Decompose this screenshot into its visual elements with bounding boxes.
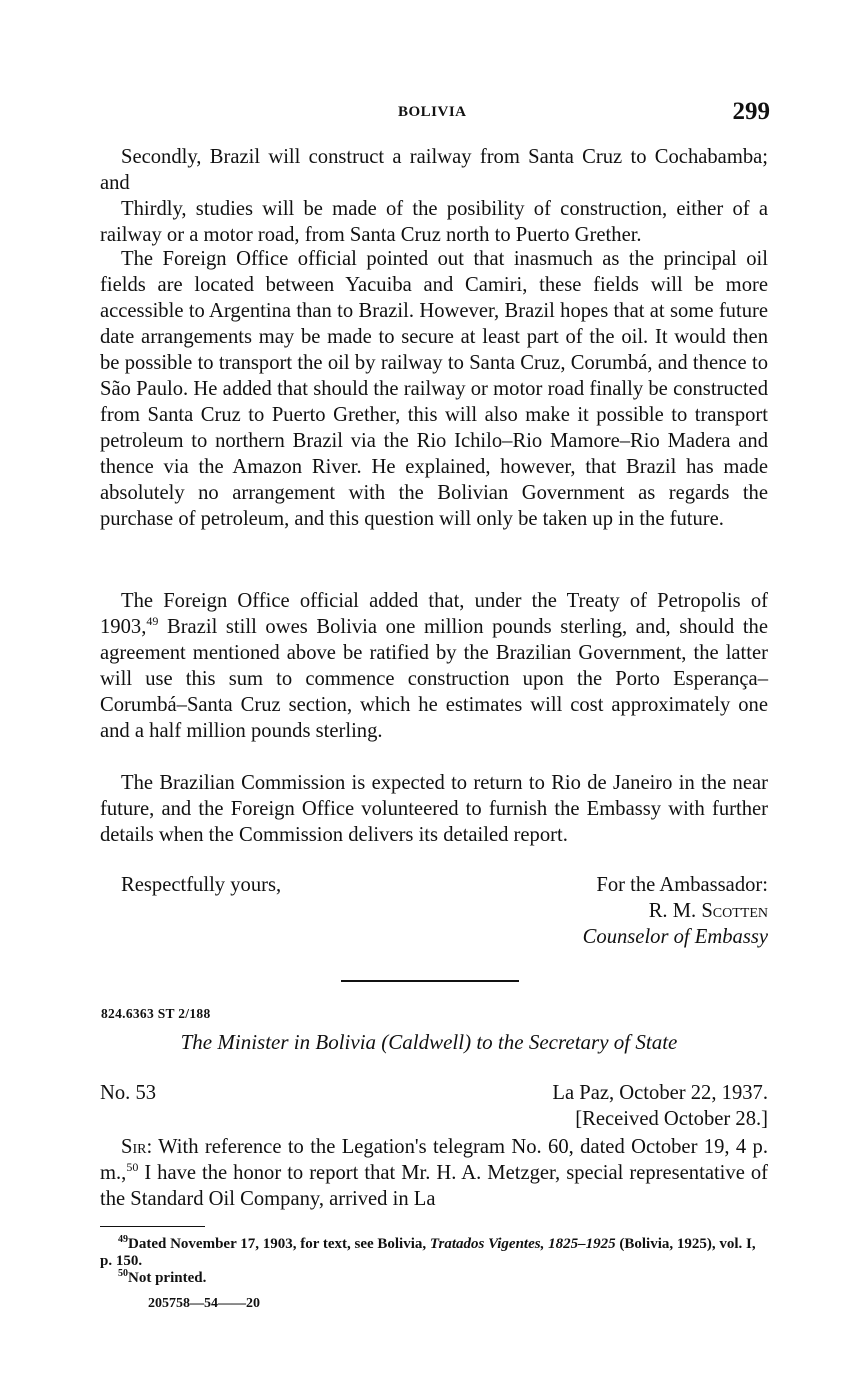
closing: Respectfully yours,: [121, 874, 282, 896]
footnote-cited-title: Tratados Vigentes, 1825–1925: [429, 1236, 616, 1252]
paragraph-commission: [100, 770, 768, 848]
footnote-marker: 49: [118, 1234, 128, 1245]
salutation: Sir:: [121, 1136, 153, 1158]
paragraph-text: [100, 1134, 768, 1212]
paragraph-secondly: Secondly, Brazil will construct a railway from Santa Cruz to Cochabamba; and: [100, 146, 768, 194]
file-number: 824.6363 ST 2/188: [101, 1006, 211, 1021]
paragraph-thirdly: Thirdly, studies will be made of the posibility of construction, either of a railway or a motor road, from Santa Cruz north to Puerto Grether.: [100, 198, 768, 246]
footnote-rule: [100, 1226, 205, 1227]
footnote-reference-49: 49: [146, 614, 159, 629]
place-date-block: [552, 1080, 768, 1132]
page-number: 299: [732, 98, 770, 125]
footnotes: [100, 1236, 768, 1287]
paragraph-oil-fields: [100, 246, 768, 532]
printer-signature-mark: 205758—54——20: [148, 1296, 260, 1311]
document-number: No. 53: [100, 1082, 157, 1104]
footnote-marker: 50: [118, 1268, 128, 1279]
paragraph-text-part: Brazil still owes Bolivia one million pounds sterling, and, should the agreement mentioned above be ratified by the Brazilian Government, the latter will use this sum to commence construction upon the Porto Esperança–Corumbá–Santa Cruz section, which he estimates will cost approximately one and a half million pounds sterling.: [100, 616, 768, 742]
document-heading: The Minister in Bolivia (Caldwell) to the Secretary of State: [180, 1030, 678, 1054]
paragraph-text-part: I have the honor to report that Mr. H. A. Metzger, special representative of the Standard Oil Company, arrived in La: [100, 1162, 768, 1210]
footnote-reference-50: 50: [126, 1160, 139, 1175]
section-divider: [341, 980, 519, 982]
paragraph-letter-opening: [100, 1134, 768, 1212]
received-date: [Received October 28.]: [575, 1108, 768, 1130]
running-title: BOLIVIA: [398, 104, 467, 120]
footnote-49: [100, 1236, 768, 1270]
footnote-50: [100, 1270, 768, 1287]
footnote-text: (Bolivia, 1925), vol. I, p. 150.: [100, 1236, 756, 1269]
paragraph-text-part: With reference to the Legation's telegram No. 60, dated October 19, 4 p. m.,: [100, 1136, 768, 1184]
footnote-text: Dated November 17, 1903, for text, see Bolivia,: [128, 1236, 430, 1252]
paragraph-text: The Foreign Office official pointed out that inasmuch as the principal oil fields are located between Yacuiba and Camiri, these fields will be more accessible to Argentina than to Brazil. However, Brazil hopes that at some future date arrangements may be made to secure at least part of the oil. It would then be possible to transport the oil by railway to Santa Cruz, Corumbá, and thence to São Paulo. He added that should the railway or motor road finally be constructed from Santa Cruz to Puerto Grether, this will also make it possible to transport petroleum to northern Brazil via the Rio Ichilo–Rio Mamore–Rio Madera and thence via the Amazon River. He explained, however, that Brazil has made absolutely no arrangement with the Bolivian Government as regards the purchase of petroleum, and this question will only be taken up in the future.: [100, 248, 768, 530]
for-line: For the Ambassador:: [596, 874, 768, 896]
running-header: [0, 98, 858, 126]
place-date: La Paz, October 22, 1937.: [552, 1082, 768, 1104]
footnote-text: Not printed.: [128, 1270, 207, 1286]
paragraph-secondly-thirdly: [100, 144, 768, 248]
signatory-name: R. M. Scotten: [648, 900, 768, 922]
paragraph-treaty: [100, 588, 768, 744]
signatory: [583, 872, 768, 950]
paragraph-text-part: The Foreign Office official added that, under the Treaty of Petropolis of 1903,: [100, 590, 768, 638]
paragraph-text: The Brazilian Commission is expected to return to Rio de Janeiro in the near future, and the Foreign Office volunteered to furnish the Embassy with further details when the Commission delivers its detailed report.: [100, 772, 768, 846]
paragraph-text: [100, 588, 768, 744]
signatory-title: Counselor of Embassy: [582, 926, 768, 948]
